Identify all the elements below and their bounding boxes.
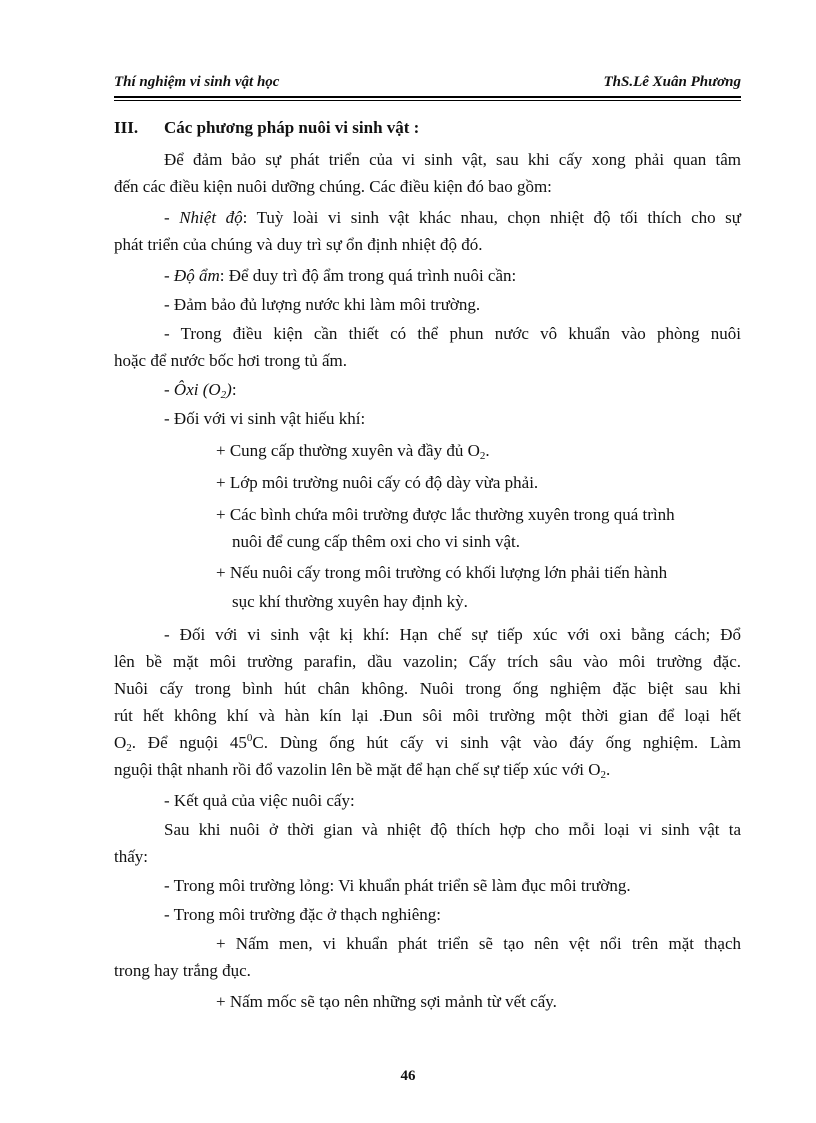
header-rule-thin (114, 100, 741, 101)
oxygen-line: - Ôxi $(O_2)$: (164, 380, 237, 401)
aerobic-item-2: + Lớp môi trường nuôi cấy có độ dày vừa phải. (216, 473, 539, 492)
aerobic-item-1: + Cung cấp thường xuyên và đầy đủ $O_2$. (216, 441, 490, 462)
results-yeast-line-2: trong hay trắng đục. (114, 961, 251, 980)
intro-line-1: Để đảm bảo sự phát triển của vi sinh vật, sau khi cấy xong phải quan tâm (164, 150, 741, 169)
anaerobic-line-2: lên bề mặt môi trường parafin, dầu vazolin; Cấy trích sâu vào môi trường đặc. (114, 652, 741, 671)
humidity-line: - Độ ẩm: Để duy trì độ ẩm trong quá trình nuôi cần: (164, 266, 517, 285)
results-liquid: - Trong môi trường lỏng: Vi khuẩn phát triển sẽ làm đục môi trường. (164, 876, 631, 895)
anaerobic-line-1: - Đối với vi sinh vật kị khí: Hạn chế sự tiếp xúc với oxi bằng cách; Đổ (164, 625, 741, 644)
header-title: Thí nghiệm vi sinh vật học (114, 74, 280, 90)
temperature-line-2: phát triển của chúng và duy trì sự ổn định nhiệt độ đó. (114, 235, 483, 254)
anaerobic-line-4: rút hết không khí và hàn kín lại .Đun sôi môi trường một thời gian để loại hết (114, 706, 741, 725)
humidity-item-2-line-1: - Trong điều kiện cần thiết có thể phun nước vô khuẩn vào phòng nuôi (164, 324, 741, 343)
aerobic-item-3-line-2: nuôi để cung cấp thêm oxi cho vi sinh vật. (232, 532, 520, 551)
running-header (114, 74, 741, 94)
humidity-term: Độ ẩm (173, 266, 220, 285)
results-line-1: Sau khi nuôi ở thời gian và nhiệt độ thích hợp cho mỗi loại vi sinh vật ta (164, 820, 741, 839)
humidity-item-1: - Đảm bảo đủ lượng nước khi làm môi trường. (164, 295, 481, 314)
aerobic-item-3-line-1: + Các bình chứa môi trường được lắc thường xuyên trong quá trình (216, 505, 675, 524)
section-number: III. (114, 118, 139, 137)
results-title: - Kết quả của việc nuôi cấy: (164, 791, 355, 810)
temperature-term: Nhiệt độ (179, 208, 243, 227)
temperature-line-1: - Nhiệt độ: Tuỳ loài vi sinh vật khác nhau, chọn nhiệt độ tối thích cho sự (164, 208, 741, 227)
results-line-2: thấy: (114, 847, 148, 866)
page-number: 46 (400, 1068, 416, 1084)
results-solid: - Trong môi trường đặc ở thạch nghiêng: (164, 905, 441, 924)
header-rule-thick (114, 96, 741, 98)
results-mold: + Nấm mốc sẽ tạo nên những sợi mảnh từ vết cấy. (216, 992, 557, 1011)
header-author: ThS.Lê Xuân Phương (603, 74, 741, 90)
aerobic-item-4-line-1: + Nếu nuôi cấy trong môi trường có khối lượng lớn phải tiến hành (216, 563, 668, 582)
humidity-item-2-line-2: hoặc để nước bốc hơi trong tủ ấm. (114, 351, 348, 370)
anaerobic-line-6: nguội thật nhanh rồi đổ vazolin lên bề mặt để hạn chế sự tiếp xúc với $O_2$. (114, 760, 611, 781)
results-yeast-line-1: + Nấm men, vi khuẩn phát triển sẽ tạo nên vệt nổi trên mặt thạch (216, 934, 741, 953)
intro-line-2: đến các điều kiện nuôi dưỡng chúng. Các điều kiện đó bao gồm: (114, 177, 552, 196)
aerobic-item-4-line-2: sục khí thường xuyên hay định kỳ. (232, 592, 468, 611)
oxygen-term: Ôxi $(O_2)$ (173, 380, 232, 401)
anaerobic-line-3: Nuôi cấy trong bình hút chân không. Nuôi trong ống nghiệm đặc biệt sau khi (114, 679, 741, 698)
section-title: Các phương pháp nuôi vi sinh vật : (164, 118, 420, 137)
anaerobic-line-5: $O_2$. Để nguội $45^0C$. Dùng ống hút cấy vi sinh vật vào đáy ống nghiệm. Làm (114, 732, 742, 754)
aerobic-title: - Đối với vi sinh vật hiếu khí: (164, 409, 366, 428)
